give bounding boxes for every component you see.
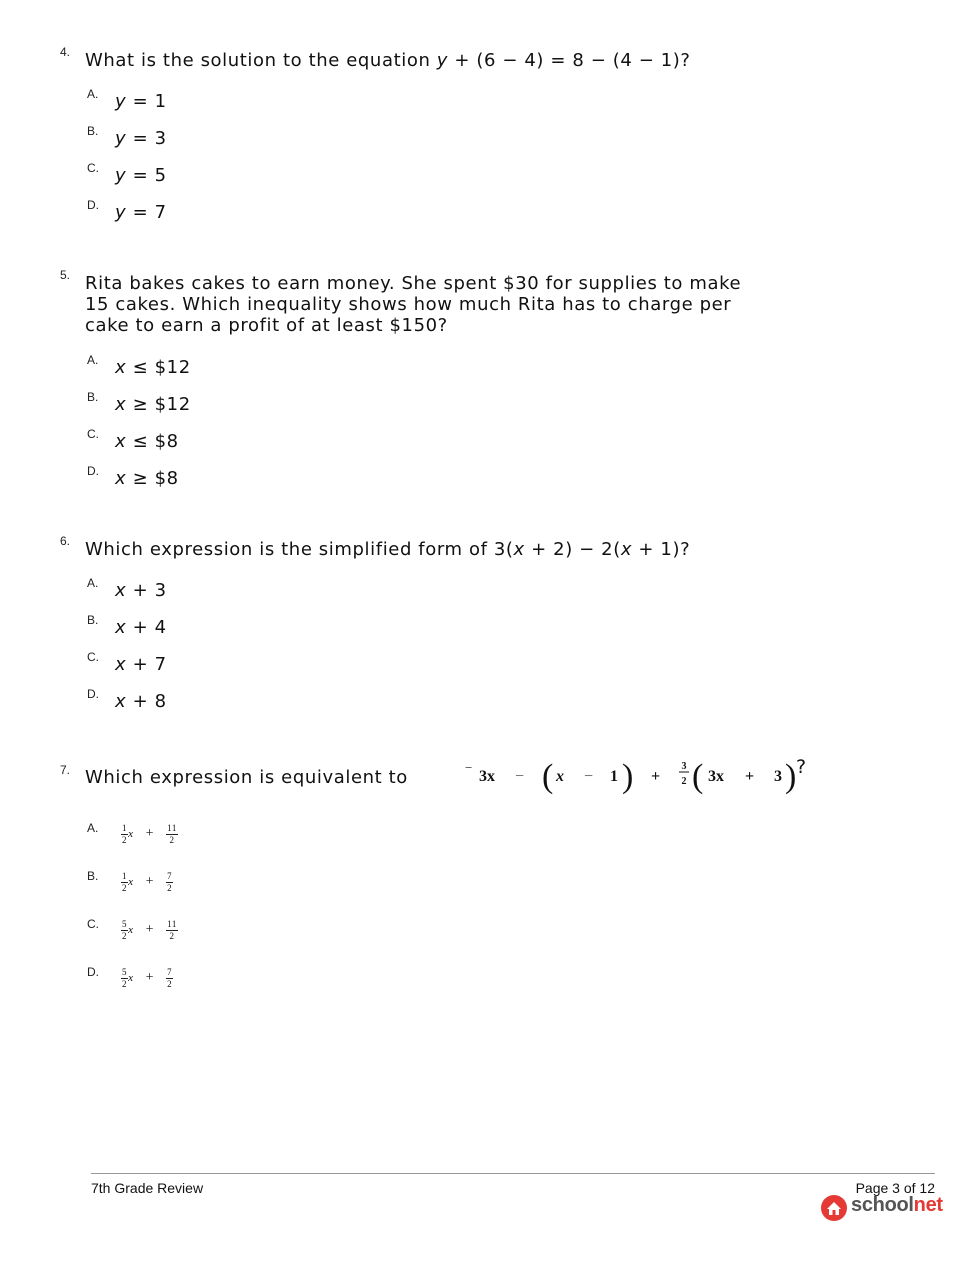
paren-close-icon: ) xyxy=(785,758,797,795)
answer-option-d[interactable]: D. $\frac{5}{2}$ x + $\frac{7}{2}$ xyxy=(87,965,173,989)
fraction-numerator: 3 xyxy=(681,761,687,772)
question-number: 7. xyxy=(60,763,71,777)
paren-close-icon: ) xyxy=(622,758,634,795)
answer-option-c[interactable]: C. $\frac{5}{2}$ x + $\frac{11}{2}$ xyxy=(87,917,177,941)
answer-option-b[interactable]: B. x ≥ $12 xyxy=(87,390,191,415)
answer-option-d[interactable]: D. y = 7 xyxy=(87,198,167,223)
paren-open-icon: ( xyxy=(692,758,704,795)
term-3x: 3x xyxy=(708,768,724,785)
answer-option-a[interactable]: A. y = 1 xyxy=(87,87,167,112)
num-1: 1 xyxy=(610,768,618,785)
minus-sign: − xyxy=(515,768,525,785)
question-number: 5. xyxy=(60,268,71,282)
fraction: $\frac{5}{2}$ xyxy=(122,966,128,989)
answer-option-a[interactable]: A. x + 3 xyxy=(87,576,167,601)
schoolnet-logo-icon xyxy=(820,1194,848,1222)
answer-option-c[interactable]: C. x ≤ $8 xyxy=(87,427,179,452)
answer-option-b[interactable]: B. y = 3 xyxy=(87,124,167,149)
fraction: $\frac{1}{2}$ xyxy=(122,822,128,845)
brand-net: net xyxy=(913,1194,943,1216)
answer-option-d[interactable]: D. x ≥ $8 xyxy=(87,464,179,489)
answer-option-b[interactable]: B. $\frac{1}{2}$ x + $\frac{7}{2}$ xyxy=(87,869,173,893)
paren-open-icon: ( xyxy=(542,758,554,795)
page-number: Page 3 of 12 xyxy=(855,1180,935,1196)
fraction-denominator: 2 xyxy=(681,776,687,787)
question-text: Which expression is the simplified form of 3(x + 2) − 2(x + 1)? xyxy=(85,539,691,560)
answer-option-b[interactable]: B. x + 4 xyxy=(87,613,167,638)
fraction: $\frac{7}{2}$ xyxy=(167,966,173,989)
answer-option-c[interactable]: C. x + 7 xyxy=(87,650,167,675)
negative-sign: − xyxy=(465,760,473,775)
footer-divider xyxy=(91,1173,935,1174)
schoolnet-logo xyxy=(820,1194,943,1222)
question-mark: ? xyxy=(796,756,807,778)
var-x: x xyxy=(556,768,564,785)
fraction: $\frac{1}{2}$ xyxy=(122,870,128,893)
footer-title: 7th Grade Review xyxy=(91,1180,204,1196)
fraction: $\frac{7}{2}$ xyxy=(167,870,173,893)
minus-sign: − xyxy=(584,768,594,785)
term-3x: 3x xyxy=(479,768,495,785)
question-text: Which expression is equivalent to xyxy=(85,767,408,788)
plus-sign: + xyxy=(745,768,755,785)
question-text: Rita bakes cakes to earn money. She spent $30 for supplies to make 15 cakes. Which inequality shows how much Rita has to charge per cake to earn a profit of at least $150? xyxy=(85,273,742,336)
fraction: $\frac{5}{2}$ xyxy=(122,918,128,941)
answer-option-a[interactable]: A. $\frac{1}{2}$ x + $\frac{11}{2}$ xyxy=(87,821,177,845)
question-number: 4. xyxy=(60,45,71,59)
answer-option-c[interactable]: C. y = 5 xyxy=(87,161,167,186)
answer-option-a[interactable]: A. x ≤ $12 xyxy=(87,353,191,378)
brand-school: school xyxy=(851,1194,914,1216)
question-7-expression xyxy=(463,753,823,797)
answer-option-d[interactable]: D. x + 8 xyxy=(87,687,167,712)
fraction: $\frac{11}{2}$ xyxy=(167,822,177,845)
plus-sign: + xyxy=(651,768,661,785)
question-text: What is the solution to the equation y + (6 − 4) = 8 − (4 − 1)? xyxy=(85,50,691,71)
fraction: $\frac{11}{2}$ xyxy=(167,918,177,941)
question-number: 6. xyxy=(60,534,71,548)
num-3: 3 xyxy=(774,768,782,785)
